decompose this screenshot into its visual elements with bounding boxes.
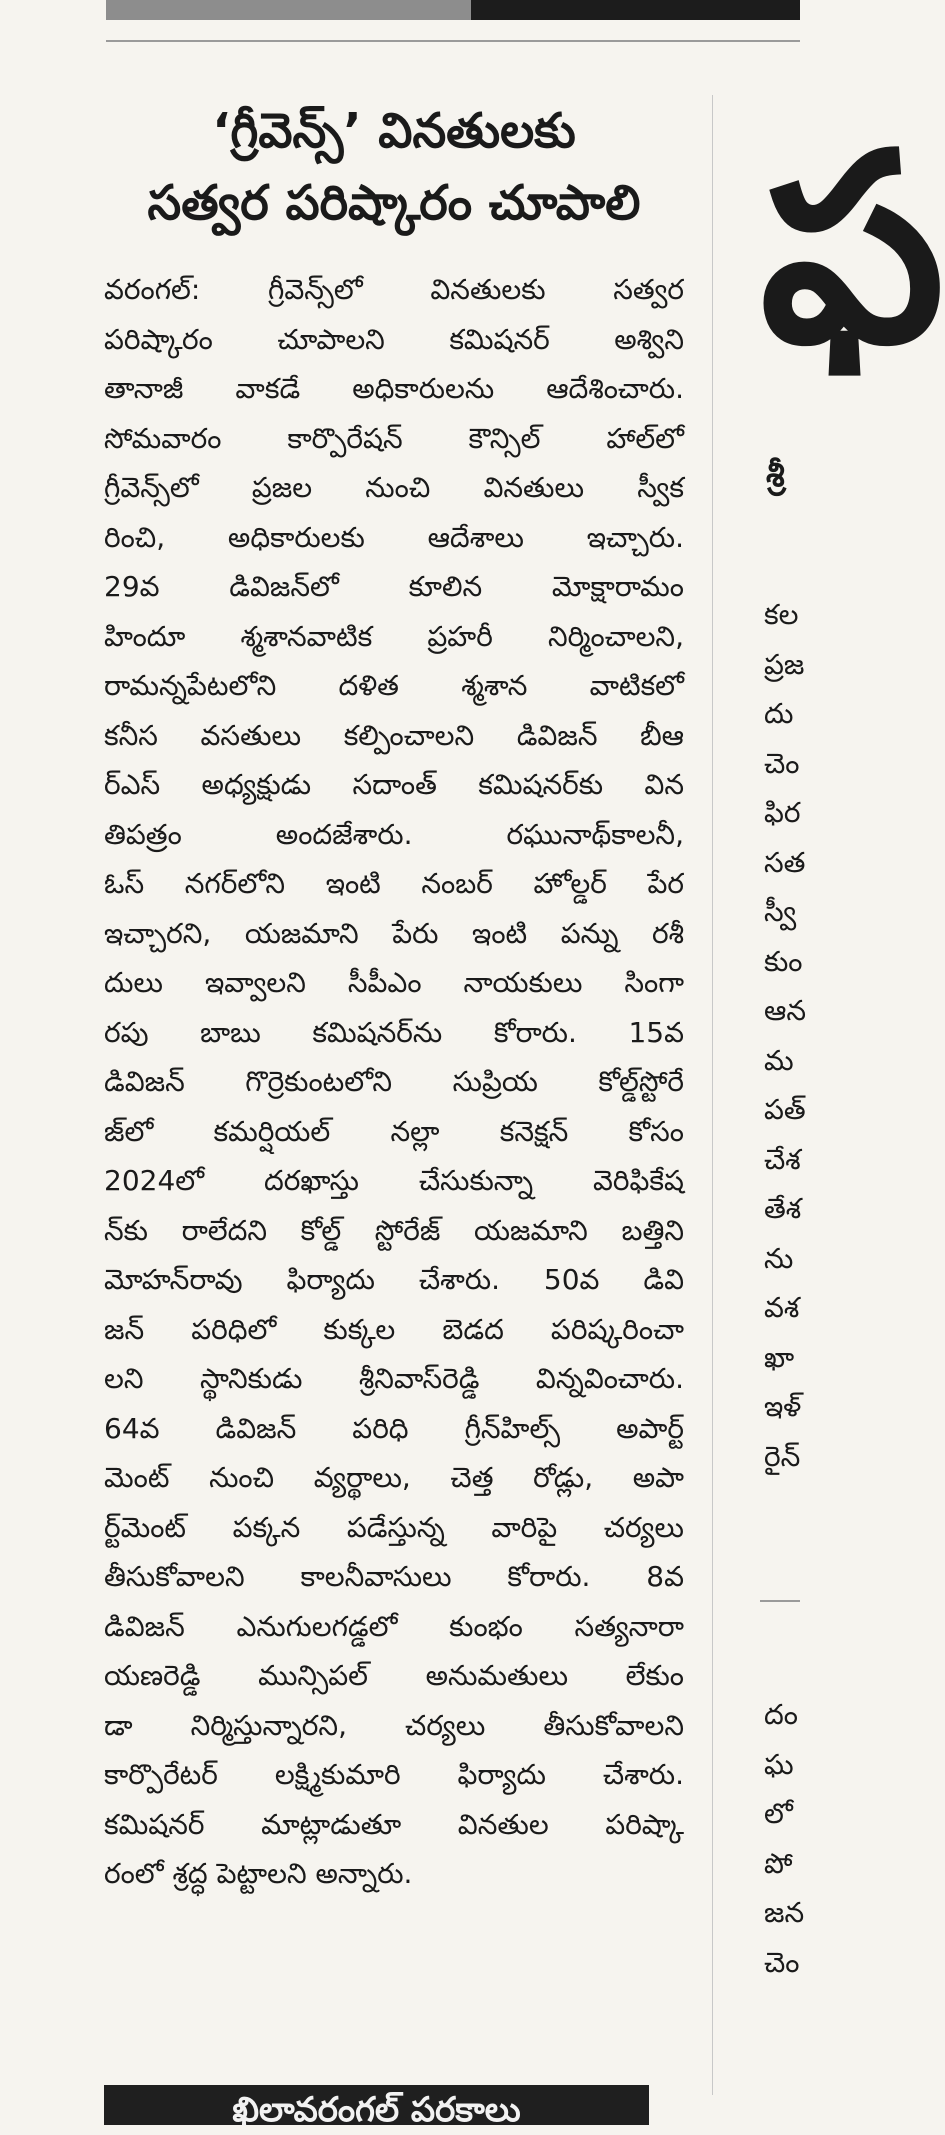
header-bar-dark <box>471 0 800 20</box>
adjacent-text-line: ఆన <box>764 994 807 1027</box>
headline-line-2: సత్వర పరిష్కారం చూపాలి <box>147 175 641 231</box>
adjacent-text-line: తేశ <box>764 1192 802 1225</box>
article-body-line: తానాజీ వాకడే అధికారులను ఆదేశించారు. <box>104 372 684 405</box>
article-body-line: రంలో శ్రద్ధ పెట్టాలని అన్నారు. <box>104 1857 413 1890</box>
article-headline <box>104 95 684 239</box>
adjacent-text-line: ఇళ్ <box>764 1390 802 1423</box>
article-body-line: యణరెడ్డి మున్సిపల్ అనుమతులు లేకుం <box>104 1659 684 1692</box>
adjacent-text-b <box>764 1690 804 1987</box>
adjacent-text-line: పత్ <box>764 1093 806 1126</box>
article-body-line: దులు ఇవ్వాలని సీపీఎం నాయకులు సింగా <box>104 966 684 999</box>
article-body-line: కమిషనర్ మాట్లాడుతూ వినతుల పరిష్కా <box>104 1807 684 1841</box>
article-body-line: గ్రీవెన్స్‌లో ప్రజల నుంచి వినతులు స్వీక <box>104 471 684 504</box>
adjacent-text-line: వశ <box>764 1291 800 1324</box>
adjacent-text-line: పో <box>764 1846 793 1880</box>
article-body-line: లని స్థానికుడు శ్రీనివాస్‌రెడ్డి విన్నవించారు. <box>104 1362 684 1395</box>
adjacent-text-line: చెం <box>764 1945 800 1979</box>
adjacent-text-line: ఖా <box>764 1340 795 1374</box>
banner-text: ఖిలావరంగల్ పరకాలు <box>232 2090 521 2130</box>
adjacent-text-line: చెం <box>764 746 800 780</box>
article-body-line: డివిజన్ ఎనుగులగడ్డలో కుంభం సత్యనారా <box>104 1609 684 1643</box>
article-body-line: కార్పొరేటర్ లక్ష్మికుమారి ఫిర్యాదు చేశారు. <box>104 1758 684 1791</box>
article-body-line: జన్ పరిధిలో కుక్కల బెడద పరిష్కరించా <box>104 1312 684 1346</box>
headline-line-1: ‘గ్రీవెన్స్’ వినతులకు <box>212 103 576 159</box>
article-body-line: డా నిర్మిస్తున్నారని, చర్యలు తీసుకోవాలని <box>104 1708 684 1742</box>
article-body-line: 29వ డివిజన్‌లో కూలిన మోక్షారామం <box>104 570 684 603</box>
adjacent-headline-glyph: ఫ <box>760 99 945 401</box>
article-body-line: ర్ఎస్ అధ్యక్షుడు సదాంత్ కమిషనర్‌కు విన <box>104 768 684 801</box>
article-body-line: వరంగల్: గ్రీవెన్స్‌లో వినతులకు సత్వర <box>104 273 684 306</box>
article-body-line: సోమవారం కార్పొరేషన్ కౌన్సిల్ హాల్‌లో <box>104 421 684 455</box>
article-body-line: ర్ట్‌మెంట్ పక్కన పడేస్తున్న వారిపై చర్యలు <box>104 1510 684 1544</box>
article-body-line: తిపత్రం అందజేశారు. రఘునాథ్‌కాలనీ, <box>104 817 684 851</box>
adjacent-text-line: స్వీ <box>764 895 797 928</box>
adjacent-text-line: దు <box>764 697 794 730</box>
article-body-line: పరిష్కారం చూపాలని కమిషనర్ అశ్విని <box>104 322 684 356</box>
adjacent-text-line: ఫిర <box>764 796 801 829</box>
adjacent-text-line: చేశ <box>764 1142 801 1176</box>
article-body-line: 64వ డివిజన్ పరిధి గ్రీన్‌హిల్స్ అపార్ట్ <box>104 1411 684 1445</box>
article-body-line: రించి, అధికారులకు ఆదేశాలు ఇచ్చారు. <box>104 520 684 554</box>
article-body-line: కనీస వసతులు కల్పించాలని డివిజన్ బీఆ <box>104 718 684 752</box>
adjacent-subheading: శ్రీ <box>766 455 785 495</box>
adjacent-text-line: ఘ <box>764 1747 794 1781</box>
article-body <box>104 265 684 1899</box>
article-body-line: ఇచ్చారని, యజమాని పేరు ఇంటి పన్ను రశీ <box>104 916 684 950</box>
adjacent-text-line: ను <box>764 1241 794 1275</box>
article-body-line: ఓస్ నగర్‌లోని ఇంటి నంబర్ హోల్డర్ పేర <box>104 867 684 900</box>
adjacent-text-line: రైన్ <box>764 1439 801 1473</box>
adjacent-text-line: జన <box>764 1896 805 1929</box>
top-header-bar <box>0 0 800 20</box>
article-body-line: రామన్నపేటలోని దళిత శ్మశాన వాటికలో <box>104 669 684 702</box>
adjacent-divider <box>760 1600 800 1602</box>
article-body-line: న్‌కు రాలేదని కోల్డ్ స్టోరేజ్ యజమాని బత్తిని <box>104 1213 684 1247</box>
article-body-line: మోహన్‌రావు ఫిర్యాదు చేశారు. 50వ డివి <box>104 1263 684 1296</box>
header-bar-grey <box>106 0 471 20</box>
article-body-line: రపు బాబు కమిషనర్‌ను కోరారు. 15వ <box>104 1015 684 1049</box>
top-rule <box>106 40 800 42</box>
adjacent-text-a <box>764 590 806 1481</box>
adjacent-text-line: కల <box>764 598 799 631</box>
next-article-banner <box>104 2085 649 2130</box>
article-body-line: జ్‌లో కమర్షియల్ నల్లా కనెక్షన్ కోసం <box>104 1114 684 1148</box>
article-body-line: హిందూ శ్మశానవాటిక ప్రహరీ నిర్మించాలని, <box>104 619 684 653</box>
adjacent-text-line: దం <box>764 1698 798 1731</box>
news-article <box>104 95 684 1890</box>
adjacent-text-line: ప్రజ <box>764 647 805 681</box>
adjacent-text-line: మ <box>764 1043 794 1077</box>
adjacent-text-line: కుం <box>764 944 803 978</box>
article-body-line: మెంట్ నుంచి వ్యర్థాలు, చెత్త రోడ్లు, అపా <box>104 1461 684 1494</box>
article-body-line: తీసుకోవాలని కాలనీవాసులు కోరారు. 8వ <box>104 1560 684 1593</box>
adjacent-text-line: సత <box>764 845 806 879</box>
article-body-line: 2024లో దరఖాస్తు చేసుకున్నా వెరిఫికేష <box>104 1164 684 1197</box>
article-body-line: డివిజన్ గొర్రెకుంటలోని సుప్రియ కోల్డ్‌స్టోరే <box>104 1065 684 1098</box>
adjacent-article-column <box>760 0 945 2116</box>
adjacent-text-line: లో <box>764 1797 793 1830</box>
column-divider <box>712 95 713 2095</box>
